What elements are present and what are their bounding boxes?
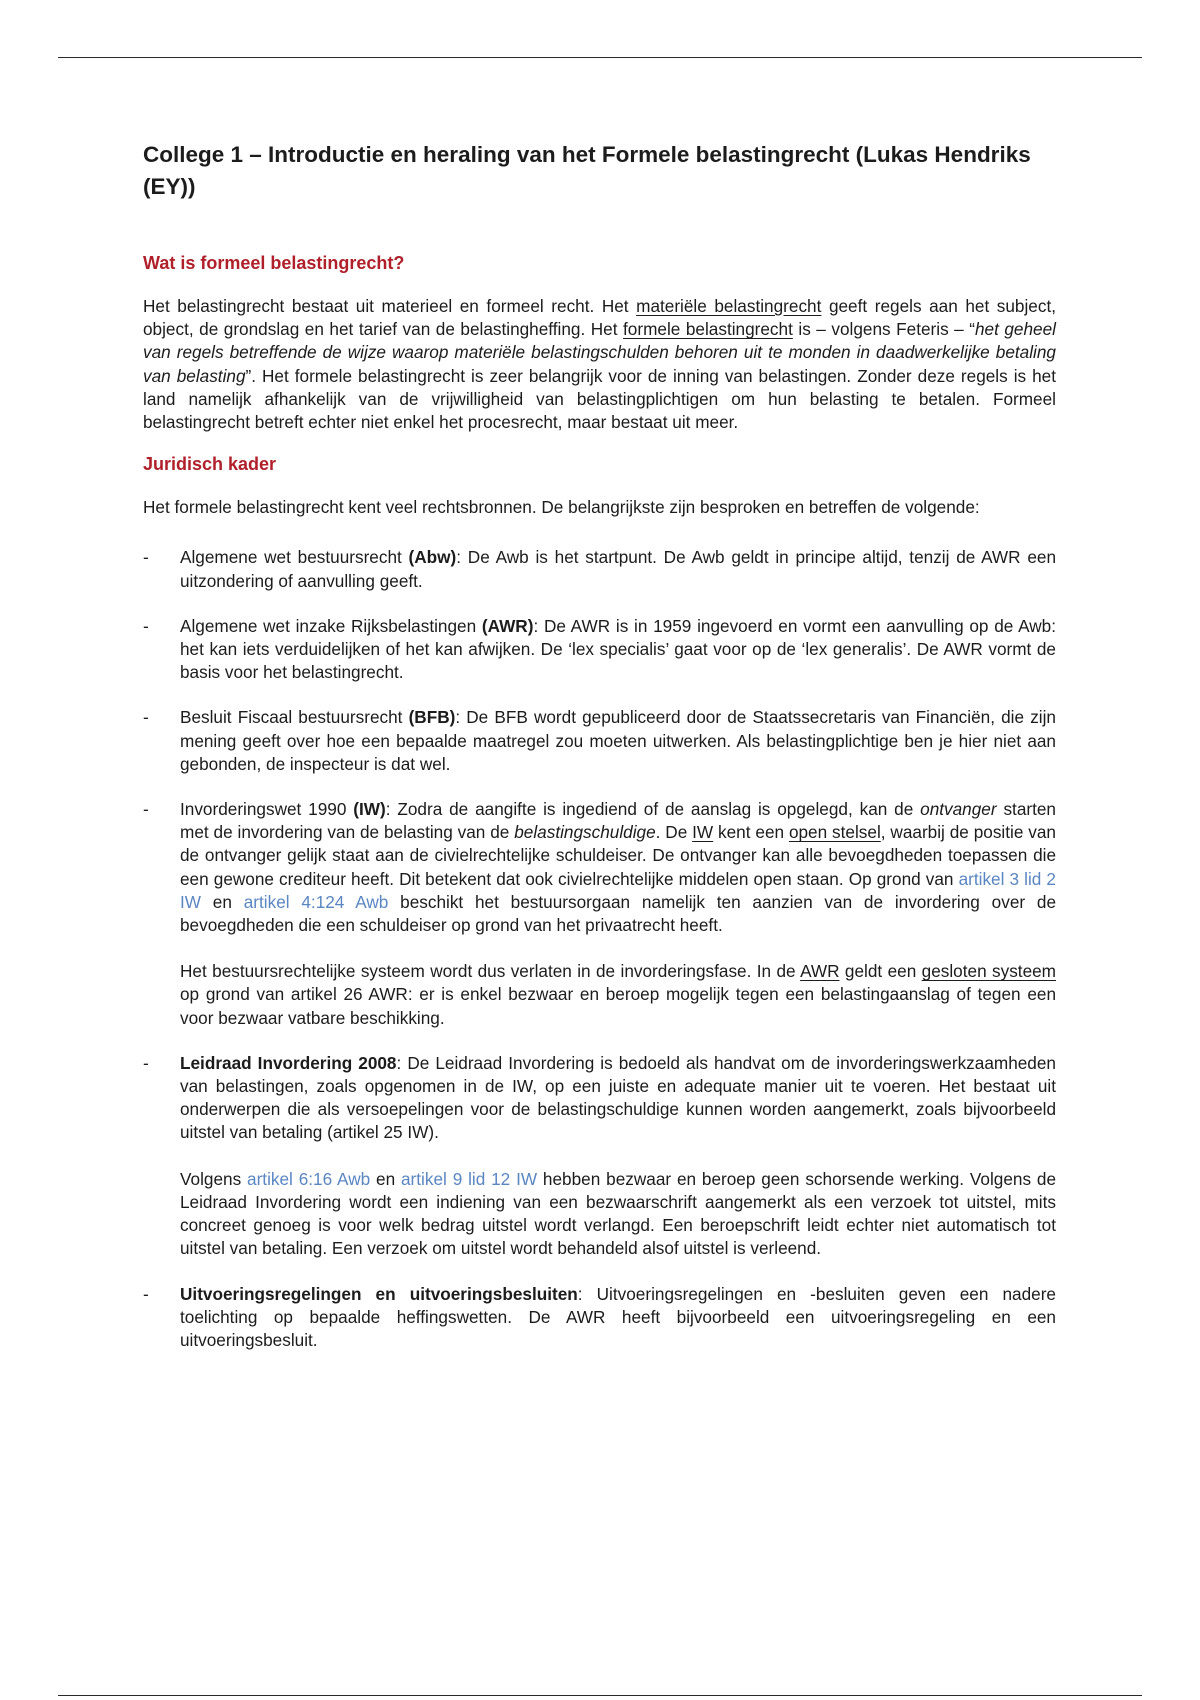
list-item-abw: - Algemene wet bestuursrecht (Abw): De Awb is het startpunt. De Awb geldt in principe altijd, tenzij de AWR een uitzondering of aanvulling geeft. <box>143 547 1057 591</box>
section-heading-juridisch-kader: Juridisch kader <box>143 454 277 475</box>
section-heading-formeel: Wat is formeel belastingrecht? <box>143 253 405 273</box>
document-content <box>143 139 1056 1374</box>
document-title: College 1 – Introductie en heraling van het Formele belastingrecht (Lukas Hendriks (EY)) <box>143 142 1031 199</box>
header-rule <box>58 57 1142 58</box>
underlined-term: formele belastingrecht <box>623 319 793 340</box>
list-item-leidraad: - Leidraad Invordering 2008: De Leidraad Invordering is bedoeld als handvat om de invorderingswerkzaamheden van belastingen, zoals opgenomen in de IW, op een juiste en adequate manier uit te voeren. Het bestaat uit onderwerpen die als versoepelingen voor de belastingschuldige kunnen worden aangemerkt, zoals bijvoorbeeld uitstel van betaling (artikel 25 IW). Volgens artikel 6:16 Awb en artikel 9 lid 12 IW hebben bezwaar en beroep geen schorsende werking. Volgens de Leidraad Invordering wordt een indiening van een bezwaarschrift aangemerkt als een verzoek tot uitstel, mits concreet genoeg is voor welk bedrag uitstel wordt verlangd. Een beroepschrift leidt echter niet automatisch tot uitstel van betaling. Een verzoek om uitstel wordt behandeld alsof uitstel is verleend. <box>143 1052 1057 1259</box>
underlined-term: materiële belastingrecht <box>636 296 822 316</box>
underlined-term: open stelsel <box>788 822 881 843</box>
list-dash: - <box>143 547 149 568</box>
rechtsbronnen-list <box>143 546 1056 1352</box>
list-item-uitvoering: - Uitvoeringsregelingen en uitvoeringsbesluiten: Uitvoeringsregelingen en -besluiten geven een nadere toelichting op bepaalde heffingswetten. De AWR heeft bijvoorbeeld een uitvoeringsregeling en een uitvoeringsbesluit. <box>143 1283 1056 1350</box>
underlined-term: IW <box>692 822 714 843</box>
list-dash: - <box>143 1283 149 1304</box>
footer-rule <box>58 1695 1142 1696</box>
paragraph-rechtsbronnen: Het formele belastingrecht kent veel rechtsbronnen. De belangrijkste zijn besproken en betreffen de volgende: <box>143 497 980 518</box>
list-dash: - <box>143 1052 149 1073</box>
underlined-term: gesloten systeem <box>921 961 1056 982</box>
paragraph-formeel-belastingrecht: Het belastingrecht bestaat uit materieel en formeel recht. Het materiële belastingrecht geeft regels aan het subject, object, de grondslag en het tarief van de belastingheffing. Het formele belastingrecht is – volgens Feteris – “het geheel van regels betreffende de wijze waarop materiële belastingschulden behoren uit te monden in daadwerkelijke betaling van belasting”. Het formele belastingrecht is zeer belangrijk voor de inning van belastingen. Zonder deze regels is het land namelijk afhankelijk van de vrijwilligheid van belastingplichtigen om hun belasting te betalen. Formeel belastingrecht betreft echter niet enkel het procesrecht, maar bestaat uit meer. <box>143 296 1057 433</box>
list-item-bfb: - Besluit Fiscaal bestuursrecht (BFB): De BFB wordt gepubliceerd door de Staatssecretaris van Financiën, die zijn mening geeft over hoe een bepaalde maatregel zou moeten uitwerken. Als belastingplichtige ben je hier niet aan gebonden, de inspecteur is dat wel. <box>143 707 1056 774</box>
list-dash: - <box>143 707 149 728</box>
underlined-term: AWR <box>800 961 840 982</box>
article-link[interactable]: artikel 4:124 Awb <box>243 891 389 912</box>
article-link[interactable]: artikel 9 lid 12 IW <box>401 1168 538 1189</box>
article-link[interactable]: artikel 6:16 Awb <box>247 1168 371 1189</box>
article-link[interactable]: artikel 3 lid 2 IW <box>180 868 1056 912</box>
feteris-quote: het geheel van regels betreffende de wijze waarop materiële belastingschulden behoren uit te monden in daadwerkelijke betaling van belasting <box>143 319 1056 386</box>
list-item-iw: - Invorderingswet 1990 (IW): Zodra de aangifte is ingediend of de aanslag is opgelegd, kan de ontvanger starten met de invordering van de belasting van de belastingschuldige. De IW kent een open stelsel, waarbij de positie van de ontvanger gelijk staat aan de civielrechtelijke schuldeiser. De ontvanger kan alle bevoegdheden toepassen die een gewone crediteur heeft. Dit betekent dat ook civielrechtelijke middelen open staan. Op grond van artikel 3 lid 2 IW en artikel 4:124 Awb beschikt het bestuursorgaan namelijk ten aanzien van de invordering over de bevoegdheden die een schuldeiser op grond van het privaatrecht heeft. Het bestuursrechtelijke systeem wordt dus verlaten in de invorderingsfase. In de AWR geldt een gesloten systeem op grond van artikel 26 AWR: er is enkel bezwaar en beroep mogelijk tegen een belastingaanslag of tegen een voor bezwaar vatbare beschikking. <box>143 799 1057 1028</box>
list-dash: - <box>143 799 149 820</box>
list-item-awr: - Algemene wet inzake Rijksbelastingen (AWR): De AWR is in 1959 ingevoerd en vormt een aanvulling op de Awb: het kan iets verduidelijken of het kan afwijken. De ‘lex specialis’ gaat voor op de ‘lex generalis’. De AWR vormt de basis voor het belastingrecht. <box>143 615 1056 683</box>
list-dash: - <box>143 615 149 636</box>
